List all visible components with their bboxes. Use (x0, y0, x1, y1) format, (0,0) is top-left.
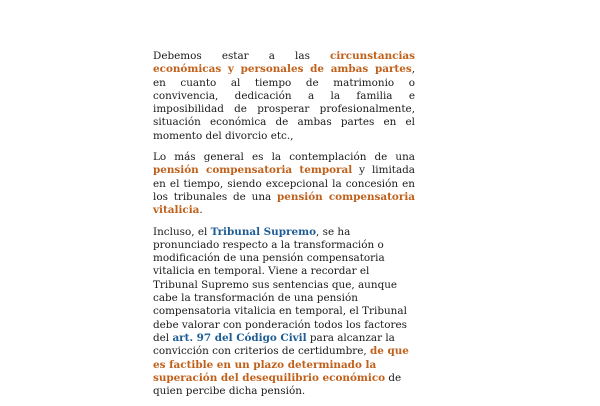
highlight-tribunal-supremo: Tribunal Supremo (210, 225, 317, 238)
highlight-pension-temporal: pensión compensatoria temporal (153, 164, 353, 177)
text: Debemos estar a las (153, 50, 331, 62)
document-body (153, 50, 415, 406)
text: para alcanzar la convicción con criterios de certidumbre, (153, 331, 395, 358)
text: de quien percibe dicha pensión. (153, 371, 402, 398)
text: Lo más general es la contemplación de una (153, 151, 415, 164)
paragraph-circunstancias (153, 50, 415, 143)
paragraph-pension-temporal (153, 151, 415, 217)
highlight-pension-vitalicia: pensión compensatoria vitalicia (153, 190, 415, 217)
text: . (199, 204, 203, 217)
highlight-circunstancias: circunstancias económicas y personales de ambas partes (153, 50, 415, 76)
text: , en cuanto al tiempo de matrimonio o convivencia, dedicación a la familia e imposibilidad de prosperar profesionalmente, situación económica de ambas partes en el momento del divorcio etc., (153, 63, 415, 142)
text: , se ha pronunciado respecto a la transformación o modificación de una pensión compensatoria vitalicia en temporal. Viene a recordar el Tribunal Supremo sus sentencias que, aunque cabe la transformación de una pensión compensatoria vitalicia en temporal, el Tribunal debe valorar con ponderación todos los factores del (153, 225, 407, 344)
highlight-art-97: art. 97 del Código Civil (172, 331, 307, 344)
text: Incluso, el (153, 225, 211, 238)
paragraph-tribunal-supremo (153, 226, 415, 399)
highlight-superacion-desequilibrio: de que es factible en un plazo determinado la superación del desequilibrio económico (153, 345, 409, 384)
text: y limitada en el tiempo, siendo excepcional la concesión en los tribunales de una (153, 164, 415, 203)
